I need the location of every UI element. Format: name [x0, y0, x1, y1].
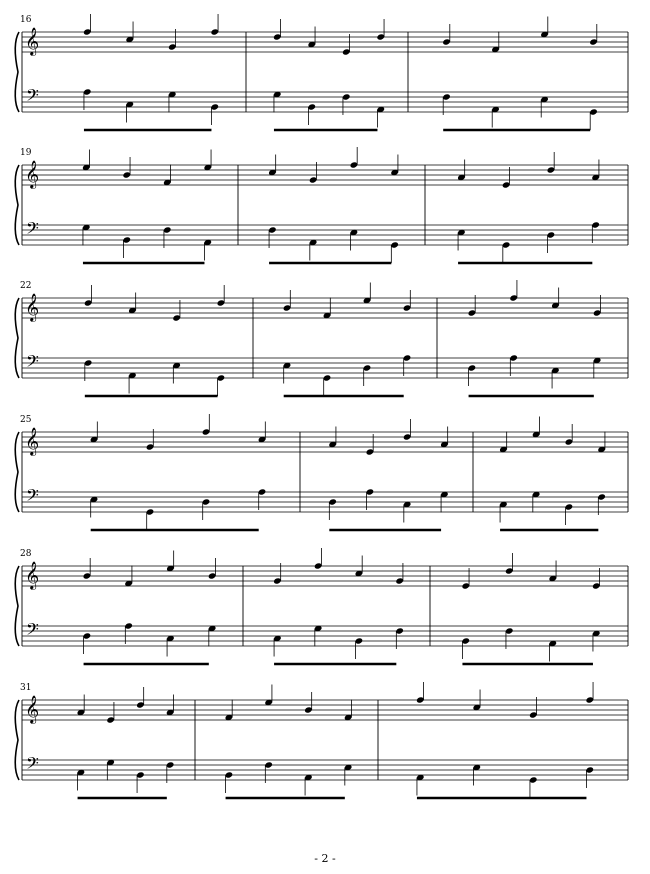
treble-clef: 𝄞 [25, 427, 40, 455]
measure-number: 16 [20, 15, 32, 25]
treble-clef: 𝄞 [25, 160, 40, 188]
measure-number: 31 [20, 683, 32, 693]
treble-clef: 𝄞 [25, 695, 40, 723]
measure-number: 19 [20, 148, 32, 158]
system-brace [15, 432, 19, 512]
treble-clef: 𝄞 [25, 27, 40, 55]
system-brace [15, 298, 19, 378]
system-brace [15, 165, 19, 245]
measure-number: 28 [20, 549, 32, 559]
measure-number: 25 [20, 415, 32, 425]
system-brace [15, 566, 19, 646]
treble-clef: 𝄞 [25, 293, 40, 321]
treble-clef: 𝄞 [25, 561, 40, 589]
bass-clef: 𝄢 [26, 753, 39, 777]
bass-clef: 𝄢 [26, 351, 39, 375]
bass-clef: 𝄢 [26, 619, 39, 643]
system-brace [15, 700, 19, 780]
measure-number: 22 [20, 281, 32, 291]
bass-clef: 𝄢 [26, 485, 39, 509]
page-number: - 2 - [314, 852, 336, 865]
bass-clef: 𝄢 [26, 85, 39, 109]
system-brace [15, 32, 19, 112]
bass-clef: 𝄢 [26, 218, 39, 242]
